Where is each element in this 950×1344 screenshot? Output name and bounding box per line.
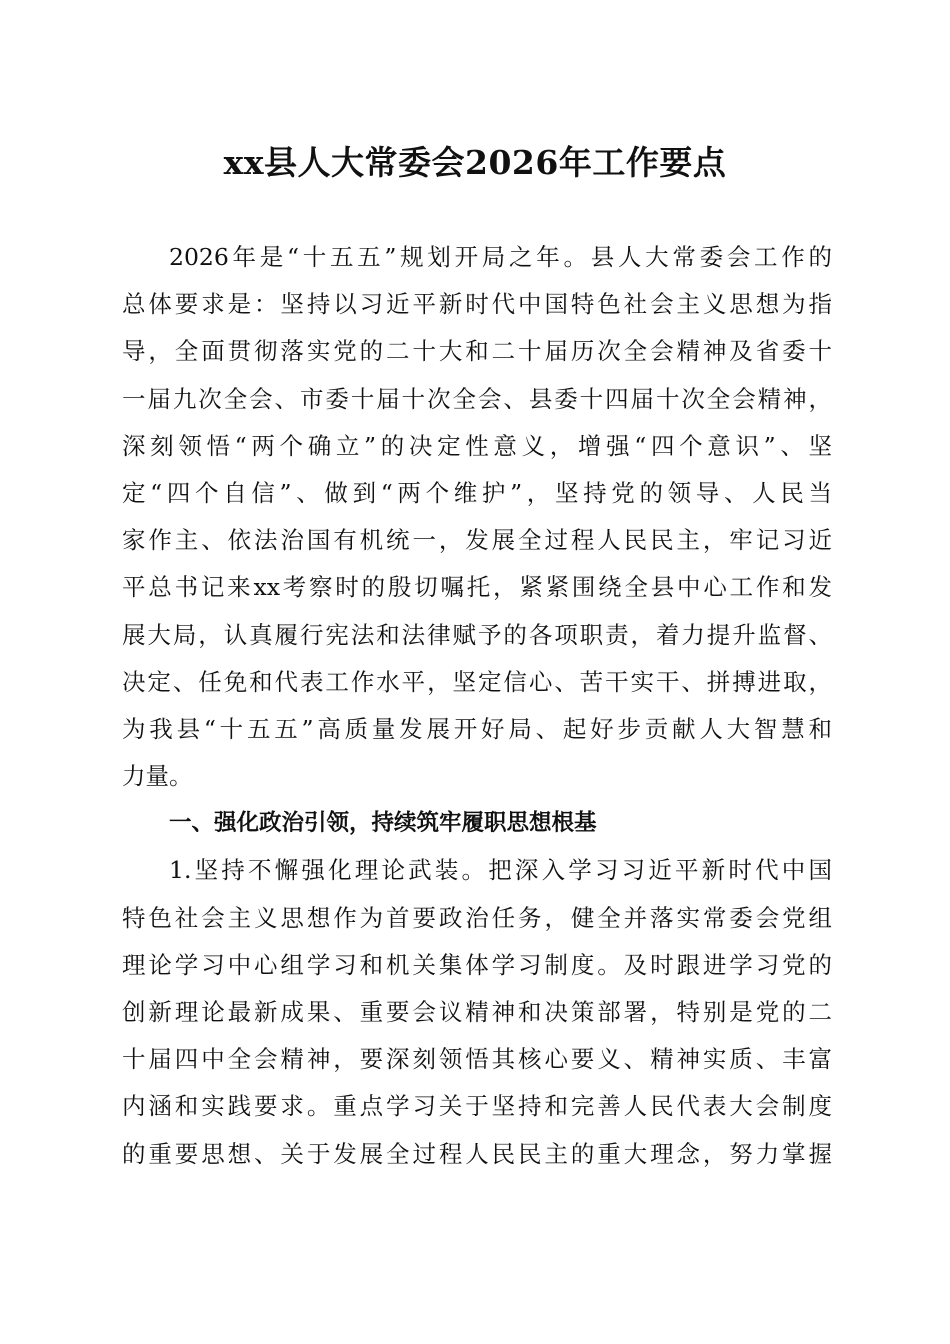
text-line: 家作主、依法治国有机统一，发展全过程人民民主，牢记习近 — [122, 526, 832, 555]
text-line: 一届九次全会、市委十届十次全会、县委十四届十次全会精神， — [122, 384, 832, 413]
text-line: 内涵和实践要求。重点学习关于坚持和完善人民代表大会制度 — [122, 1092, 832, 1121]
paragraph-general-requirements — [122, 234, 832, 800]
text-line: 为我县“十五五”高质量发展开好局、起好步贡献人大智慧和 — [122, 714, 832, 743]
text-line: 展大局，认真履行宪法和法律赋予的各项职责，着力提升监督、 — [122, 620, 832, 649]
text-line: 导，全面贯彻落实党的二十大和二十届历次全会精神及省委十 — [122, 337, 832, 366]
document-title: xx县人大常委会2026年工作要点 — [223, 143, 727, 182]
text-line: 定“四个自信”、做到“两个维护”，坚持党的领导、人民当 — [122, 478, 832, 507]
text-line: 理论学习中心组学习和机关集体学习制度。及时跟进学习党的 — [122, 950, 832, 979]
document-body — [122, 234, 832, 1178]
text-line: 平总书记来xx考察时的殷切嘱托，紧紧围绕全县中心工作和发 — [122, 573, 832, 602]
text-line: 的重要思想、关于发展全过程人民民主的重大理念，努力掌握 — [122, 1139, 832, 1168]
text-line: 决定、任免和代表工作水平，坚定信心、苦干实干、拼搏进取， — [122, 667, 832, 696]
text-line: 力量。 — [122, 762, 193, 791]
section-heading-1: 一、强化政治引领，持续筑牢履职思想根基 — [169, 810, 597, 837]
text-line: 创新理论最新成果、重要会议精神和决策部署，特别是党的二 — [122, 998, 832, 1026]
paragraph-theory-study — [122, 847, 832, 1177]
text-line: 总体要求是：坚持以习近平新时代中国特色社会主义思想为指 — [122, 290, 832, 319]
text-line: 十届四中全会精神，要深刻领悟其核心要义、精神实质、丰富 — [122, 1045, 832, 1074]
text-line: 2026年是“十五五”规划开局之年。县人大常委会工作的 — [169, 243, 832, 271]
text-line: 特色社会主义思想作为首要政治任务，健全并落实常委会党组 — [122, 903, 832, 932]
text-line: 1.坚持不懈强化理论武装。把深入学习习近平新时代中国 — [169, 856, 832, 885]
text-line: 深刻领悟“两个确立”的决定性意义，增强“四个意识”、坚 — [122, 431, 832, 460]
